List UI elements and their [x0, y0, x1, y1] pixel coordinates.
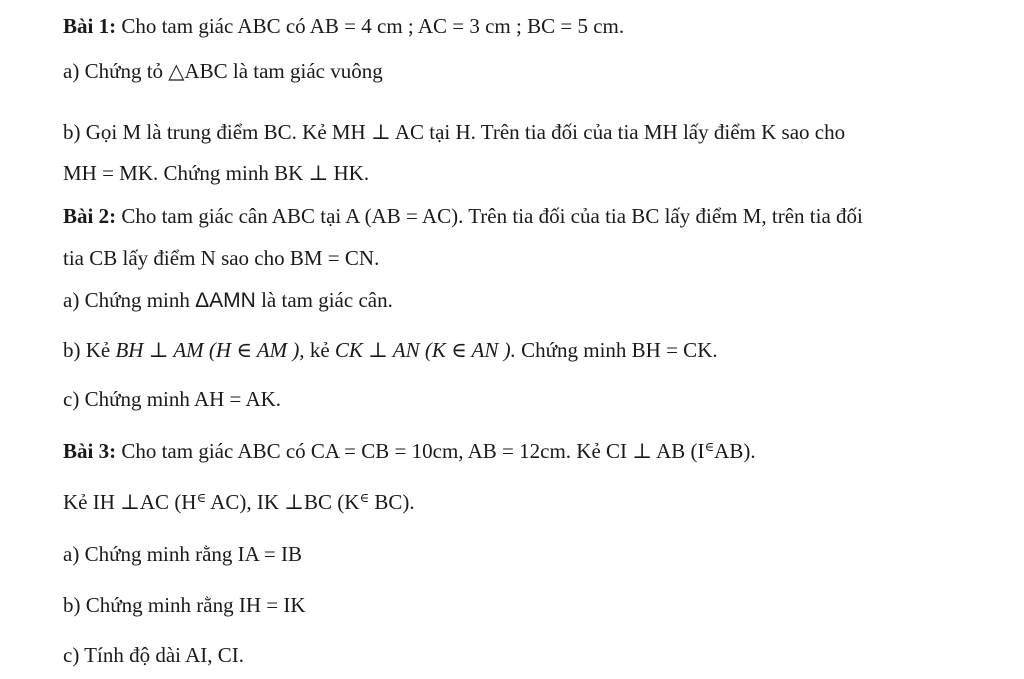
bai3-line2-part-c: BC). [369, 490, 415, 514]
bai1-intro-text: Cho tam giác ABC có AB = 4 cm ; AC = 3 cm ; BC = 5 cm. [116, 14, 625, 38]
bai2-b-math2: CK ⊥ AN [334, 338, 420, 362]
bai2-b-suffix: Chứng minh BH = CK. [515, 338, 718, 362]
bai2-b-cond2: (K ∈ AN ). [419, 338, 516, 362]
bai3-intro-text: Cho tam giác ABC có CA = CB = 10cm, AB = 12cm. Kẻ CI ⊥ AB (I [116, 439, 705, 463]
bai3-intro-element-symbol: ∈ [704, 439, 715, 454]
bai3-intro-end: AB). [714, 439, 756, 463]
bai1-part-b-line1: b) Gọi M là trung điểm BC. Kẻ MH ⊥ AC tại H. Trên tia đối của tia MH lấy điểm K sao cho [63, 120, 846, 144]
bai2-intro-line2: tia CB lấy điểm N sao cho BM = CN. [63, 246, 380, 270]
bai2-part-c: c) Chứng minh AH = AK. [63, 387, 282, 411]
bai3-part-b: b) Chứng minh rằng IH = IK [63, 593, 306, 617]
bai3-line2-part-b: AC), IK ⊥BC (K [206, 490, 360, 514]
bai2-b-mid: kẻ [304, 338, 335, 362]
bai2-heading: Bài 2: [63, 204, 117, 228]
bai2-part-a [63, 287, 393, 314]
bai3-part-c: c) Tính độ dài AI, CI. [63, 643, 245, 667]
bai3-intro-line [63, 438, 756, 467]
bai2-b-prefix: b) Kẻ [63, 338, 116, 362]
bai2-part-b [63, 337, 718, 363]
bai1-intro-line [63, 13, 624, 39]
bai2-b-math1: BH ⊥ AM [115, 338, 204, 362]
bai3-heading: Bài 3: [63, 439, 117, 463]
bai3-part-a: a) Chứng minh rằng IA = IB [63, 542, 303, 566]
bai2-a-suffix: là tam giác cân. [255, 288, 393, 312]
bai2-a-prefix: a) Chứng minh [63, 288, 196, 312]
bai2-b-cond1: (H ∈ AM ), [203, 338, 305, 362]
bai3-line2-element-symbol-2: ∈ [359, 490, 370, 505]
bai2-a-triangle: ΔAMN [195, 289, 256, 312]
bai1-heading: Bài 1: [63, 14, 117, 38]
bai1-part-a: a) Chứng tỏ △ABC là tam giác vuông [63, 59, 383, 83]
bai2-intro-line1 [63, 203, 863, 229]
bai1-part-b-line2: MH = MK. Chứng minh BK ⊥ HK. [63, 161, 370, 185]
bai3-line2-part-a: Kẻ IH ⊥AC (H [63, 490, 197, 514]
bai3-line2 [63, 489, 415, 518]
bai3-line2-element-symbol-1: ∈ [196, 490, 207, 505]
bai2-intro-text: Cho tam giác cân ABC tại A (AB = AC). Trên tia đối của tia BC lấy điểm M, trên tia đối [116, 204, 863, 228]
